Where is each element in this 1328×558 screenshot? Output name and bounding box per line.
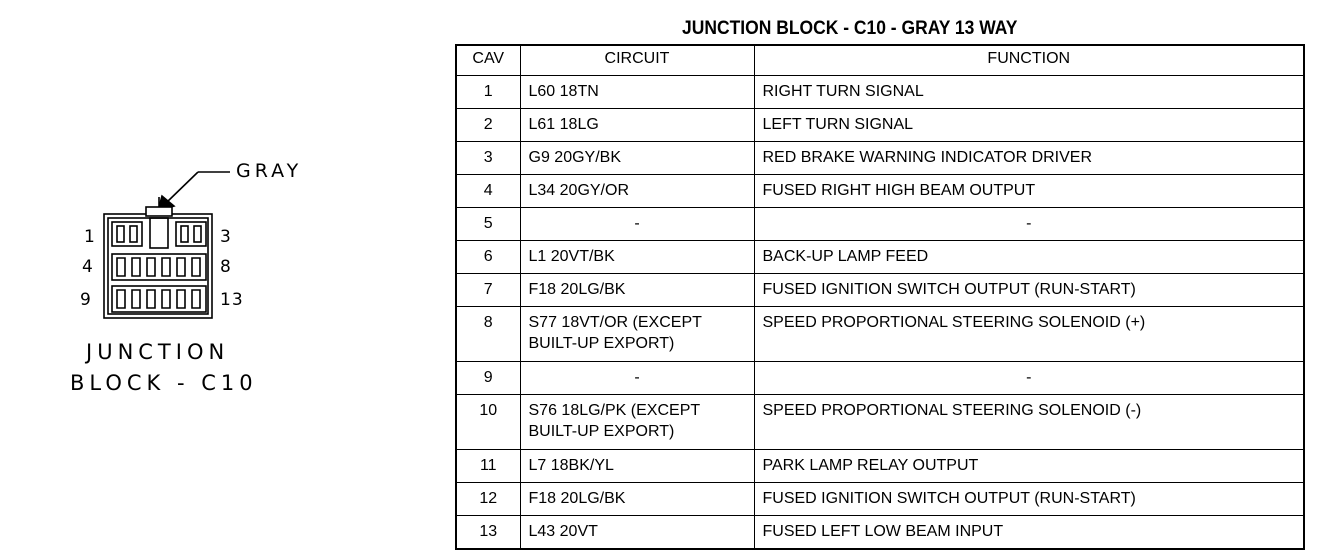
leader-arrow-line — [166, 172, 198, 203]
function-cell: FUSED RIGHT HIGH BEAM OUTPUT — [754, 175, 1304, 208]
function-cell: FUSED IGNITION SWITCH OUTPUT (RUN-START) — [754, 274, 1304, 307]
pin-label-4: 4 — [82, 257, 94, 277]
circuit-cell: L43 20VT — [520, 516, 754, 549]
top-cavity-row — [112, 218, 206, 248]
function-cell: RED BRAKE WARNING INDICATOR DRIVER — [754, 142, 1304, 175]
circuit-line: BUILT-UP EXPORT) — [528, 335, 675, 352]
circuit-cell: L60 18TN — [520, 76, 754, 109]
pin-label-1: 1 — [84, 227, 96, 247]
table-header-row — [456, 45, 1304, 76]
circuit-cell: G9 20GY/BK — [520, 142, 754, 175]
lock-tab — [146, 207, 172, 216]
pin-label-13: 13 — [220, 290, 244, 310]
cav-cell: 2 — [456, 109, 520, 142]
circuit-cell — [520, 307, 754, 362]
function-cell: SPEED PROPORTIONAL STEERING SOLENOID (-) — [754, 395, 1304, 450]
cav-cell: 3 — [456, 142, 520, 175]
connector-housing — [104, 214, 212, 318]
circuit-line: S77 18VT/OR (EXCEPT — [528, 314, 702, 331]
cavity-table — [455, 44, 1305, 550]
circuit-cell: F18 20LG/BK — [520, 274, 754, 307]
cav-cell: 7 — [456, 274, 520, 307]
middle-cavity-row — [112, 254, 206, 280]
function-cell: - — [754, 208, 1304, 241]
cav-cell: 1 — [456, 76, 520, 109]
pin-label-3: 3 — [220, 227, 232, 247]
table-row — [456, 142, 1304, 175]
table-row — [456, 274, 1304, 307]
connector-inner-housing — [108, 218, 208, 314]
diagram-caption-line1: JUNCTION — [86, 340, 230, 364]
table-row — [456, 241, 1304, 274]
table-row — [456, 450, 1304, 483]
circuit-cell: L61 18LG — [520, 109, 754, 142]
connector-color-label: GRAY — [236, 160, 303, 182]
header-function: FUNCTION — [754, 45, 1304, 76]
cav-cell: 4 — [456, 175, 520, 208]
function-cell: - — [754, 362, 1304, 395]
circuit-cell — [520, 395, 754, 450]
pin-label-8: 8 — [220, 257, 232, 277]
function-cell: RIGHT TURN SIGNAL — [754, 76, 1304, 109]
circuit-cell: F18 20LG/BK — [520, 483, 754, 516]
table-row — [456, 76, 1304, 109]
cav-cell: 6 — [456, 241, 520, 274]
diagram-caption-line2: BLOCK - C10 — [70, 371, 258, 395]
header-circuit: CIRCUIT — [520, 45, 754, 76]
cav-cell: 10 — [456, 395, 520, 450]
function-cell: FUSED IGNITION SWITCH OUTPUT (RUN-START) — [754, 483, 1304, 516]
table-row — [456, 109, 1304, 142]
table-row — [456, 483, 1304, 516]
function-cell: BACK-UP LAMP FEED — [754, 241, 1304, 274]
pin-label-9: 9 — [80, 290, 92, 310]
cav-cell: 12 — [456, 483, 520, 516]
cav-cell: 13 — [456, 516, 520, 549]
bottom-cavity-row — [112, 286, 206, 312]
header-cav: CAV — [456, 45, 520, 76]
table-row — [456, 362, 1304, 395]
table-row — [456, 208, 1304, 241]
function-cell: FUSED LEFT LOW BEAM INPUT — [754, 516, 1304, 549]
circuit-line: S76 18LG/PK (EXCEPT — [528, 402, 701, 419]
connector-drawing — [0, 0, 450, 558]
cav-cell: 9 — [456, 362, 520, 395]
function-cell: LEFT TURN SIGNAL — [754, 109, 1304, 142]
circuit-line: BUILT-UP EXPORT) — [528, 423, 675, 440]
table-row — [456, 307, 1304, 362]
function-cell: PARK LAMP RELAY OUTPUT — [754, 450, 1304, 483]
cav-cell: 8 — [456, 307, 520, 362]
table-row — [456, 395, 1304, 450]
circuit-cell: L34 20GY/OR — [520, 175, 754, 208]
circuit-cell: L1 20VT/BK — [520, 241, 754, 274]
cav-cell: 5 — [456, 208, 520, 241]
table-row — [456, 175, 1304, 208]
circuit-cell: L7 18BK/YL — [520, 450, 754, 483]
circuit-cell: - — [520, 362, 754, 395]
table-title: JUNCTION BLOCK - C10 - GRAY 13 WAY — [682, 18, 1018, 39]
circuit-cell: - — [520, 208, 754, 241]
function-cell: SPEED PROPORTIONAL STEERING SOLENOID (+) — [754, 307, 1304, 362]
cav-cell: 11 — [456, 450, 520, 483]
connector-diagram — [0, 0, 450, 558]
table-row — [456, 516, 1304, 549]
